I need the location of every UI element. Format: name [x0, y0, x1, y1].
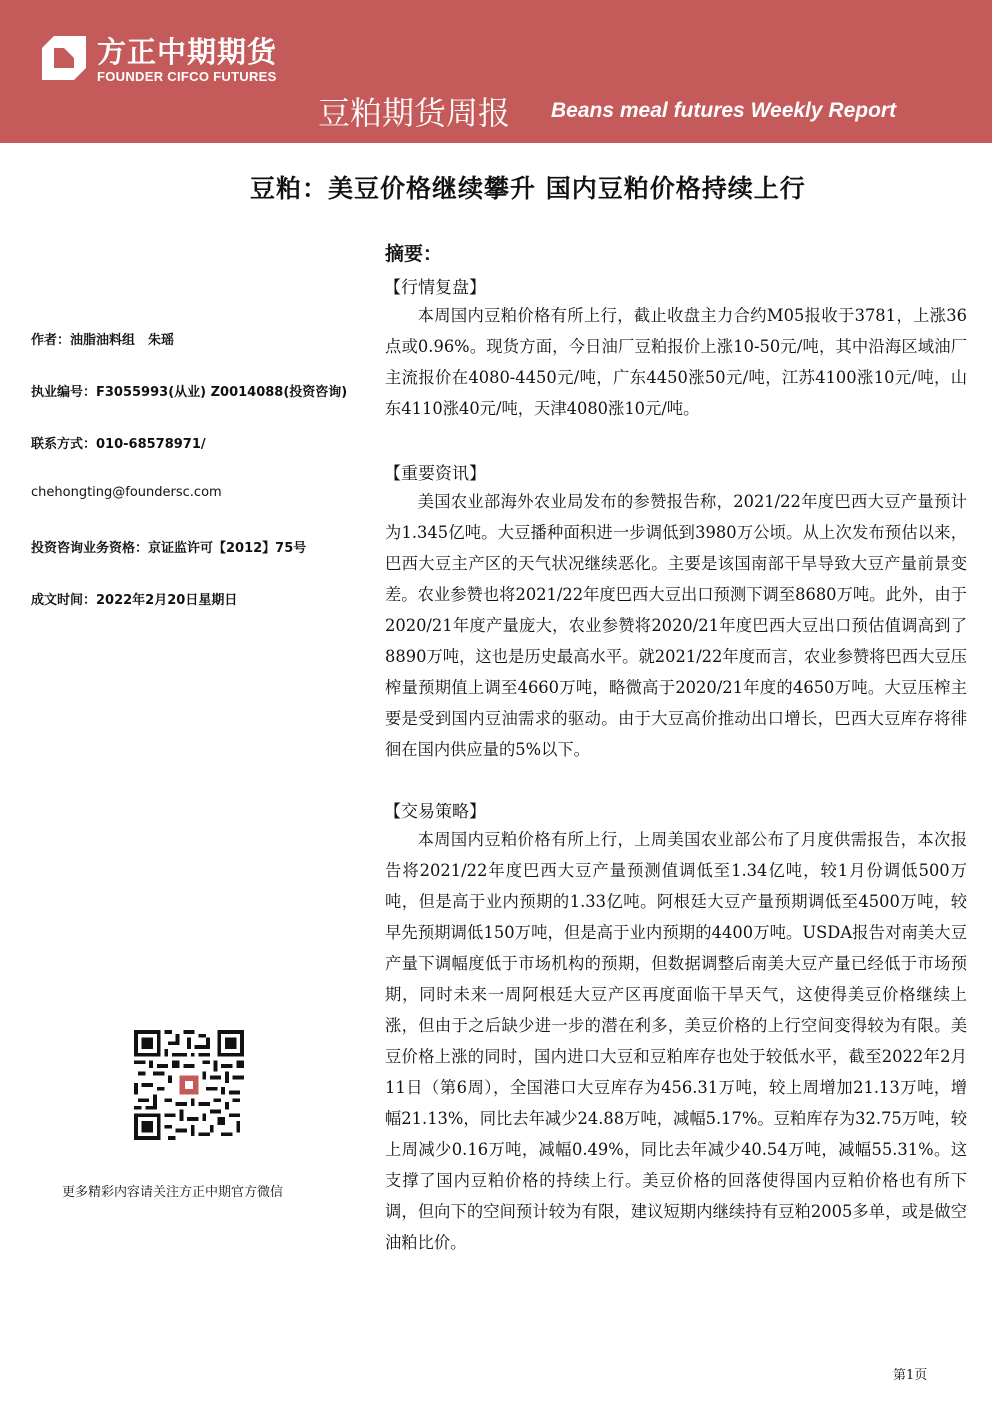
- company-name-cn: 方正中期期货: [97, 35, 278, 69]
- license-number: 执业编号：F3055993(从业) Z0014088(投资咨询): [31, 385, 348, 400]
- author-info: 作者：油脂油料组 朱瑶: [31, 333, 175, 348]
- company-name-en: FOUNDER CIFCO FUTURES: [97, 69, 277, 84]
- qualification-info: 投资咨询业务资格：京证监许可【2012】75号: [31, 541, 307, 556]
- paragraph-news: 美国农业部海外农业局发布的参赞报告称，2021/22年度巴西大豆产量预计为1.345亿吨。大豆播种面积进一步调低到3980万公顷。从上次发布预估以来，巴西大豆主产区的天气状况继续恶化。主要是该国南部干旱导致大豆产量前景变差。农业参赞也将2021/22年度巴西大豆出口预测下调至8680万吨。此外，由于2020/21年度产量庞大，农业参赞将2020/21年度巴西大豆出口预估值调高到了8890万吨，这也是历史最高水平。就2021/22年度而言，农业参赞将巴西大豆压榨量预期值上调至4660万吨，略微高于2020/21年度的4650万吨。大豆压榨主要是受到国内豆油需求的驱动。由于大豆高价推动出口增长，巴西大豆库存将徘徊在国内供应量的5%以下。: [385, 492, 967, 759]
- wechat-qr-code-icon: [134, 1030, 244, 1140]
- page-number: 第1页: [893, 1368, 928, 1383]
- section-label-market-review: 【行情复盘】: [384, 278, 486, 298]
- founder-logo-icon: [40, 34, 88, 82]
- contact-email[interactable]: chehongting@foundersc.com: [31, 485, 222, 500]
- section-label-news: 【重要资讯】: [384, 464, 486, 484]
- contact-phone: 联系方式：010-68578971/: [31, 437, 206, 452]
- qr-caption: 更多精彩内容请关注方正中期官方微信: [62, 1185, 284, 1200]
- report-type-en: Beans meal futures Weekly Report: [551, 99, 897, 122]
- paragraph-strategy: 本周国内豆粕价格有所上行，上周美国农业部公布了月度供需报告，本次报告将2021/22年度巴西大豆产量预测值调低至1.34亿吨，较1月份调低500万吨，但是高于业内预期的1.33亿吨。阿根廷大豆产量预期调低至4500万吨，较早先预期调低150万吨，但是高于业内预期的4400万吨。USDA报告对南美大豆产量下调幅度低于市场机构的预期，但数据调整后南美大豆产量已经低于市场预期，同时未来一周阿根廷大豆产区再度面临干旱天气，这使得美豆价格继续上涨，但由于之后缺少进一步的潜在利多，美豆价格的上行空间变得较为有限。美豆价格上涨的同时，国内进口大豆和豆粕库存也处于较低水平，截至2022年2月11日（第6周），全国港口大豆库存为456.31万吨，较上周增加21.13万吨，增幅21.13%，同比去年减少24.88万吨，减幅5.17%。豆粕库存为32.75万吨，较上周减少0.16万吨，减幅0.49%，同比去年减少40.54万吨，减幅55.31%。这支撑了国内豆粕价格的持续上行。美豆价格的回落使得国内豆粕价格也有所下调，但向下的空间预计较为有限，建议短期内继续持有豆粕2005多单，或是做空油粕比价。: [385, 830, 967, 1252]
- publish-date: 成文时间：2022年2月20日星期日: [31, 593, 238, 608]
- paragraph-market-review: 本周国内豆粕价格有所上行，截止收盘主力合约M05报收于3781，上涨36点或0.96%。现货方面，今日油厂豆粕报价上涨10-50元/吨，其中沿海区域油厂主流报价在4080-4450元/吨，广东4450涨50元/吨，江苏4100涨10元/吨，山东4110涨40元/吨，天津4080涨10元/吨。: [385, 306, 967, 418]
- section-label-strategy: 【交易策略】: [384, 802, 486, 822]
- report-type-cn: 豆粕期货周报: [318, 94, 511, 132]
- abstract-heading: 摘要：: [385, 243, 443, 265]
- report-header: [0, 0, 992, 143]
- page-title: 豆粕：美豆价格继续攀升 国内豆粕价格持续上行: [250, 174, 806, 203]
